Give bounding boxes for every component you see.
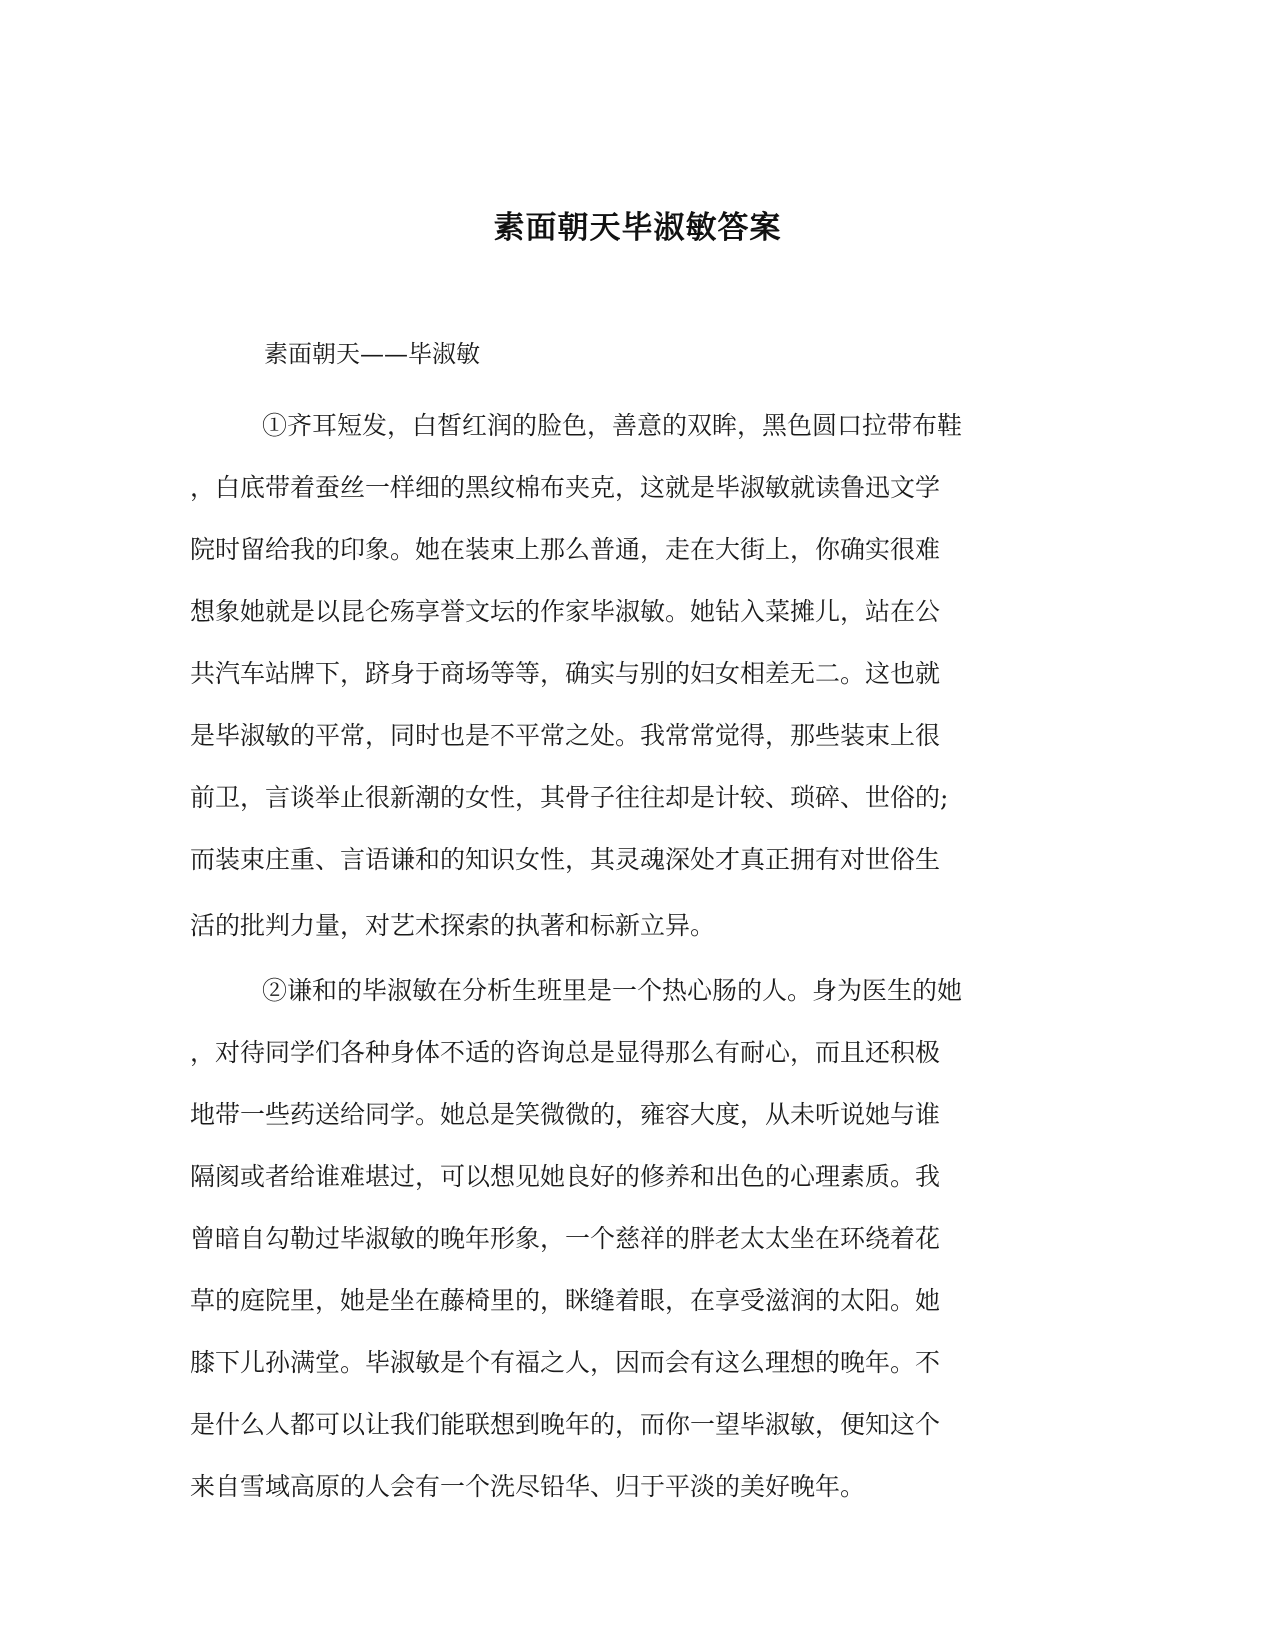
article-body	[190, 395, 1090, 1518]
body-line: 隔阂或者给谁难堪过，可以想见她良好的修养和出色的心理素质。我	[190, 1162, 941, 1191]
body-line: 膝下儿孙满堂。毕淑敏是个有福之人，因而会有这么理想的晚年。不	[190, 1348, 941, 1377]
body-line: 来自雪域高原的人会有一个洗尽铅华、归于平淡的美好晚年。	[190, 1472, 866, 1501]
body-line: ，白底带着蚕丝一样细的黑纹棉布夹克，这就是毕淑敏就读鲁迅文学	[190, 473, 941, 502]
body-line: ①齐耳短发，白皙红润的脸色，善意的双眸，黑色圆口拉带布鞋	[262, 411, 963, 440]
body-line: 前卫，言谈举止很新潮的女性，其骨子往往却是计较、琐碎、世俗的;	[190, 783, 949, 812]
body-line: 想象她就是以昆仑殇享誉文坛的作家毕淑敏。她钻入菜摊儿，站在公	[190, 597, 941, 626]
body-line: 曾暗自勾勒过毕淑敏的晚年形象，一个慈祥的胖老太太坐在环绕着花	[190, 1224, 941, 1253]
body-line: 草的庭院里，她是坐在藤椅里的，眯缝着眼，在享受滋润的太阳。她	[190, 1286, 941, 1315]
body-line: 地带一些药送给同学。她总是笑微微的，雍容大度，从未听说她与谁	[190, 1100, 941, 1129]
body-line: 是什么人都可以让我们能联想到晚年的，而你一望毕淑敏，便知这个	[190, 1410, 941, 1439]
article-subtitle: 素面朝天——毕淑敏	[264, 340, 480, 368]
body-line: 是毕淑敏的平常，同时也是不平常之处。我常常觉得，那些装束上很	[190, 721, 941, 750]
body-line: ，对待同学们各种身体不适的咨询总是显得那么有耐心，而且还积极	[190, 1038, 941, 1067]
body-line: 共汽车站牌下，跻身于商场等等，确实与别的妇女相差无二。这也就	[190, 659, 941, 688]
body-line: 而装束庄重、言语谦和的知识女性，其灵魂深处才真正拥有对世俗生	[190, 845, 941, 874]
body-line: 活的批判力量，对艺术探索的执著和标新立异。	[190, 911, 716, 940]
body-line: ②谦和的毕淑敏在分析生班里是一个热心肠的人。身为医生的她	[262, 976, 963, 1005]
body-line: 院时留给我的印象。她在装束上那么普通，走在大街上，你确实很难	[190, 535, 941, 564]
document-title: 素面朝天毕淑敏答案	[493, 210, 782, 246]
